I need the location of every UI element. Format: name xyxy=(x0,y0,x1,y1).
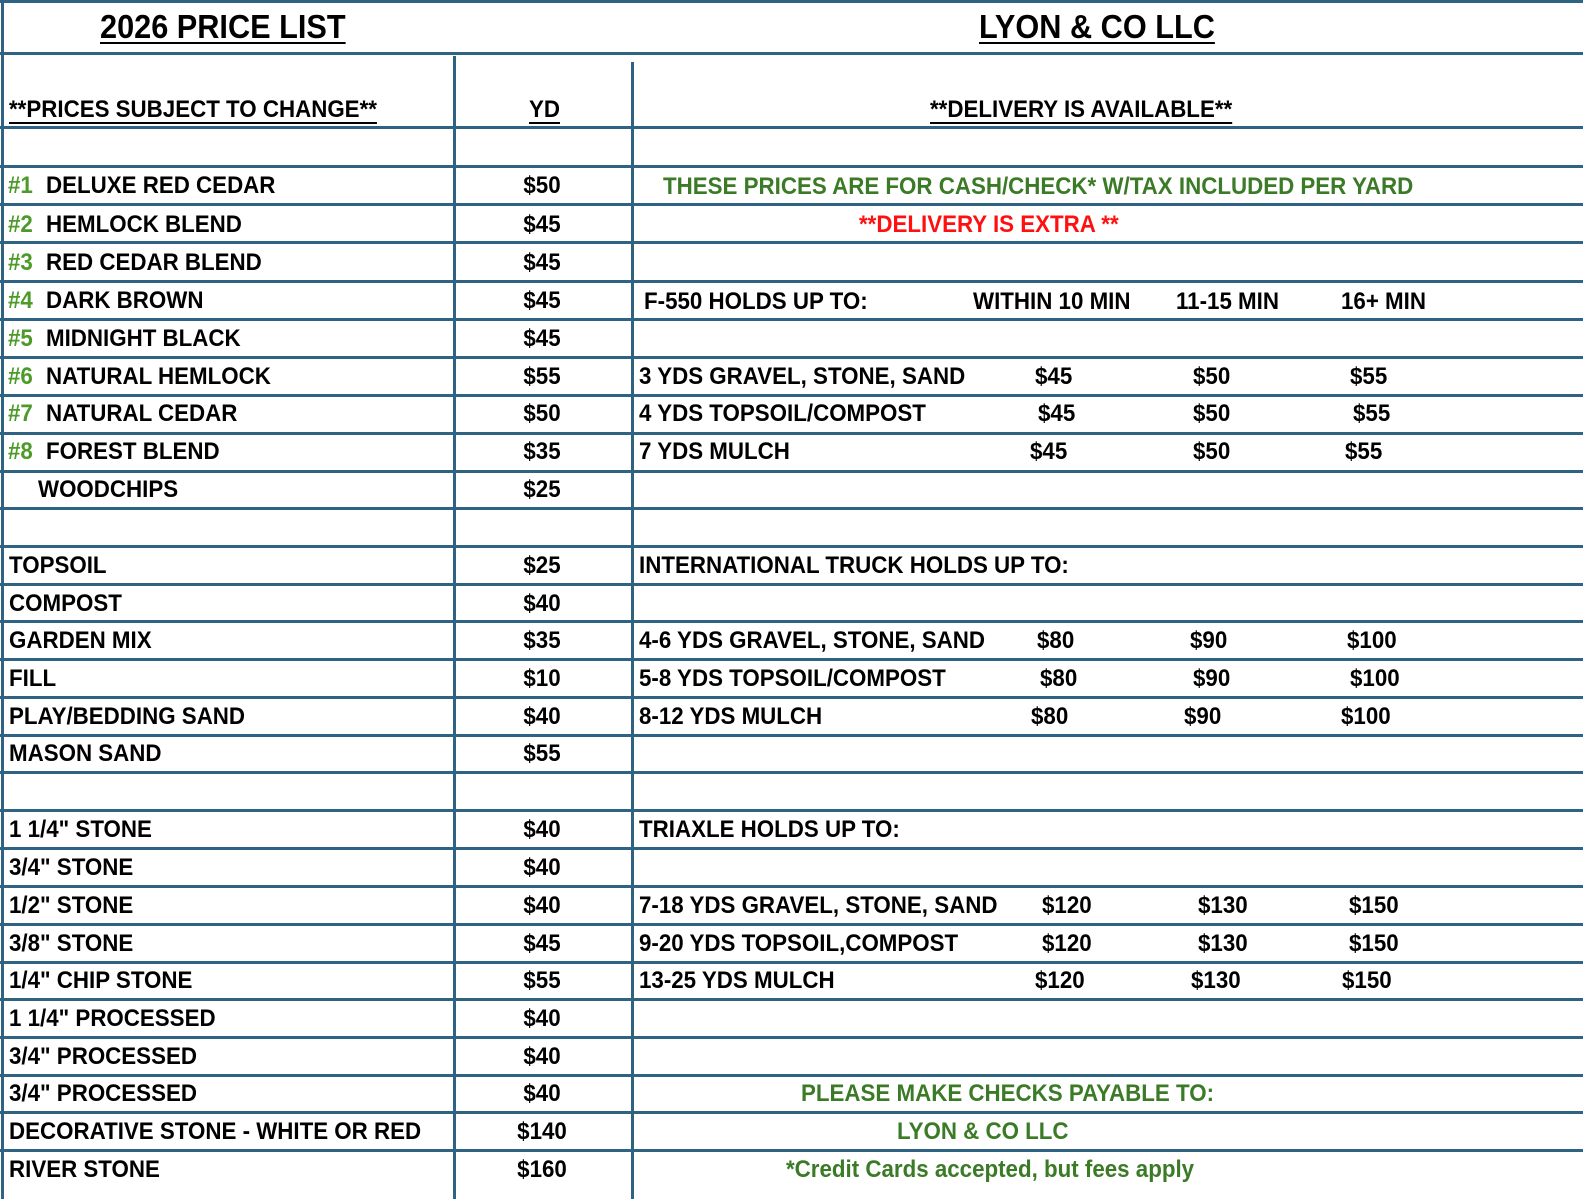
f550-rate-price: $55 xyxy=(1345,438,1383,465)
triaxle-rate-price: $120 xyxy=(1035,967,1085,994)
international-rate-desc: 4-6 YDS GRAVEL, STONE, SAND xyxy=(639,627,986,654)
row-line xyxy=(0,771,1583,774)
stone-item-price: $40 xyxy=(523,816,561,843)
international-rate-desc: 5-8 YDS TOPSOIL/COMPOST xyxy=(639,665,946,692)
page-title: 2026 PRICE LIST xyxy=(100,8,346,45)
mulch-item-price: $45 xyxy=(523,211,561,238)
international-rate-price: $80 xyxy=(1040,665,1078,692)
international-rate-price: $80 xyxy=(1037,627,1075,654)
prices-subject-note: **PRICES SUBJECT TO CHANGE** xyxy=(9,96,377,123)
f550-rate-desc: 7 YDS MULCH xyxy=(639,438,790,465)
soil-item-name: MASON SAND xyxy=(9,740,162,767)
stone-item-price: $40 xyxy=(523,854,561,881)
stone-item-name: 3/4" STONE xyxy=(9,854,134,881)
time-header-within-10: WITHIN 10 MIN xyxy=(973,288,1131,315)
soil-item-name: FILL xyxy=(9,665,57,692)
stone-item-price: $40 xyxy=(523,1043,561,1070)
international-heading: INTERNATIONAL TRUCK HOLDS UP TO: xyxy=(639,552,1069,579)
stone-item-price: $160 xyxy=(517,1156,567,1183)
triaxle-rate-desc: 9-20 YDS TOPSOIL,COMPOST xyxy=(639,930,959,957)
f550-rate-price: $50 xyxy=(1193,438,1231,465)
triaxle-rate-price: $150 xyxy=(1349,892,1399,919)
triaxle-rate-price: $130 xyxy=(1198,930,1248,957)
border-left xyxy=(1,0,4,1199)
international-rate-price: $90 xyxy=(1193,665,1231,692)
row-line xyxy=(0,507,1583,510)
row-line xyxy=(0,1074,1583,1077)
row-line xyxy=(0,734,1583,737)
f550-rate-price: $50 xyxy=(1193,400,1231,427)
time-header-11-15: 11-15 MIN xyxy=(1176,288,1279,315)
triaxle-rate-price: $120 xyxy=(1042,892,1092,919)
mulch-item-number: #1 xyxy=(8,172,33,199)
row-line xyxy=(0,203,1583,206)
company-name: LYON & CO LLC xyxy=(979,8,1215,45)
row-line xyxy=(0,394,1583,397)
row-line xyxy=(0,809,1583,812)
row-line xyxy=(0,165,1583,168)
triaxle-rate-desc: 7-18 YDS GRAVEL, STONE, SAND xyxy=(639,892,998,919)
column-divider-2 xyxy=(631,62,634,1199)
stone-item-name: 3/4" PROCESSED xyxy=(9,1080,197,1107)
mulch-item-name: DELUXE RED CEDAR xyxy=(46,172,276,199)
soil-item-price: $40 xyxy=(523,703,561,730)
row-line xyxy=(0,961,1583,964)
f550-rate-price: $50 xyxy=(1193,363,1231,390)
stone-item-name: 1/2" STONE xyxy=(9,892,134,919)
mulch-item-number: #2 xyxy=(8,211,33,238)
soil-item-price: $35 xyxy=(523,627,561,654)
international-rate-price: $100 xyxy=(1341,703,1391,730)
international-rate-price: $100 xyxy=(1347,627,1397,654)
stone-item-name: 1 1/4" STONE xyxy=(9,816,152,843)
stone-item-name: 3/8" STONE xyxy=(9,930,134,957)
mulch-item-name: HEMLOCK BLEND xyxy=(46,211,242,238)
soil-item-name: COMPOST xyxy=(9,590,122,617)
mulch-item-number: #7 xyxy=(8,400,33,427)
stone-item-price: $140 xyxy=(517,1118,567,1145)
row-line xyxy=(0,847,1583,850)
stone-item-name: RIVER STONE xyxy=(9,1156,160,1183)
mulch-item-number: #8 xyxy=(8,438,33,465)
stone-item-name: DECORATIVE STONE - WHITE OR RED xyxy=(9,1118,422,1145)
soil-item-name: GARDEN MIX xyxy=(9,627,152,654)
f550-rate-price: $55 xyxy=(1353,400,1391,427)
row-line xyxy=(0,241,1583,244)
stone-item-price: $55 xyxy=(523,967,561,994)
stone-item-price: $40 xyxy=(523,1005,561,1032)
triaxle-rate-desc: 13-25 YDS MULCH xyxy=(639,967,835,994)
row-line xyxy=(0,126,1583,129)
triaxle-rate-price: $150 xyxy=(1349,930,1399,957)
soil-item-name: PLAY/BEDDING SAND xyxy=(9,703,246,730)
soil-item-price: $10 xyxy=(523,665,561,692)
mulch-item-price: $50 xyxy=(523,172,561,199)
row-line xyxy=(0,923,1583,926)
delivery-available-header: **DELIVERY IS AVAILABLE** xyxy=(930,96,1233,123)
payee-name: LYON & CO LLC xyxy=(897,1118,1069,1145)
row-line xyxy=(0,545,1583,548)
row-line xyxy=(0,998,1583,1001)
triaxle-rate-price: $130 xyxy=(1191,967,1241,994)
row-line xyxy=(0,885,1583,888)
mulch-item-name: MIDNIGHT BLACK xyxy=(46,325,241,352)
stone-item-price: $40 xyxy=(523,892,561,919)
international-rate-desc: 8-12 YDS MULCH xyxy=(639,703,823,730)
f550-rate-price: $45 xyxy=(1035,363,1073,390)
triaxle-heading: TRIAXLE HOLDS UP TO: xyxy=(639,816,900,843)
row-line xyxy=(0,470,1583,473)
delivery-extra-note: **DELIVERY IS EXTRA ** xyxy=(859,211,1119,238)
stone-item-price: $45 xyxy=(523,930,561,957)
f550-rate-price: $55 xyxy=(1350,363,1388,390)
mulch-item-price: $50 xyxy=(523,400,561,427)
international-rate-price: $80 xyxy=(1031,703,1069,730)
stone-item-name: 3/4" PROCESSED xyxy=(9,1043,197,1070)
row-line xyxy=(0,318,1583,321)
row-line xyxy=(0,658,1583,661)
mulch-item-number: #6 xyxy=(8,363,33,390)
mulch-item-name: DARK BROWN xyxy=(46,287,204,314)
international-rate-price: $90 xyxy=(1190,627,1228,654)
mulch-item-name: RED CEDAR BLEND xyxy=(46,249,262,276)
stone-item-name: 1 1/4" PROCESSED xyxy=(9,1005,216,1032)
mulch-item-number: #5 xyxy=(8,325,33,352)
international-rate-price: $90 xyxy=(1184,703,1222,730)
triaxle-rate-price: $120 xyxy=(1042,930,1092,957)
mulch-item-price: $55 xyxy=(523,363,561,390)
stone-item-name: 1/4" CHIP STONE xyxy=(9,967,193,994)
mulch-item-name: NATURAL HEMLOCK xyxy=(46,363,271,390)
stone-item-price: $40 xyxy=(523,1080,561,1107)
mulch-item-number: #3 xyxy=(8,249,33,276)
mulch-item-name: FOREST BLEND xyxy=(46,438,220,465)
row-line xyxy=(0,620,1583,623)
f550-rate-price: $45 xyxy=(1030,438,1068,465)
mulch-item-name: WOODCHIPS xyxy=(38,476,179,503)
soil-item-price: $25 xyxy=(523,552,561,579)
unit-column-header: YD xyxy=(529,96,561,123)
row-line xyxy=(0,356,1583,359)
row-line xyxy=(0,583,1583,586)
mulch-item-price: $35 xyxy=(523,438,561,465)
mulch-item-name: NATURAL CEDAR xyxy=(46,400,238,427)
row-line xyxy=(0,696,1583,699)
cash-check-note: THESE PRICES ARE FOR CASH/CHECK* W/TAX INCLUDED PER YARD xyxy=(663,173,1414,200)
row-line xyxy=(0,280,1583,283)
time-header-16-plus: 16+ MIN xyxy=(1341,288,1426,315)
border-top xyxy=(0,0,1583,3)
mulch-item-price: $45 xyxy=(523,249,561,276)
soil-item-name: TOPSOIL xyxy=(9,552,107,579)
checks-payable-note: PLEASE MAKE CHECKS PAYABLE TO: xyxy=(801,1080,1215,1107)
f550-rate-price: $45 xyxy=(1038,400,1076,427)
soil-item-price: $55 xyxy=(523,740,561,767)
triaxle-rate-price: $150 xyxy=(1342,967,1392,994)
row-line xyxy=(0,1111,1583,1114)
f550-rate-desc: 3 YDS GRAVEL, STONE, SAND xyxy=(639,363,966,390)
mulch-item-number: #4 xyxy=(8,287,33,314)
mulch-item-price: $45 xyxy=(523,325,561,352)
mulch-item-price: $45 xyxy=(523,287,561,314)
credit-card-note: *Credit Cards accepted, but fees apply xyxy=(786,1156,1195,1183)
column-divider-1 xyxy=(453,56,456,1199)
f550-heading: F-550 HOLDS UP TO: xyxy=(644,288,868,315)
header-divider xyxy=(0,52,1583,55)
row-line xyxy=(0,432,1583,435)
row-line xyxy=(0,1149,1583,1152)
f550-rate-desc: 4 YDS TOPSOIL/COMPOST xyxy=(639,400,926,427)
soil-item-price: $40 xyxy=(523,590,561,617)
triaxle-rate-price: $130 xyxy=(1198,892,1248,919)
international-rate-price: $100 xyxy=(1350,665,1400,692)
row-line xyxy=(0,1036,1583,1039)
mulch-item-price: $25 xyxy=(523,476,561,503)
